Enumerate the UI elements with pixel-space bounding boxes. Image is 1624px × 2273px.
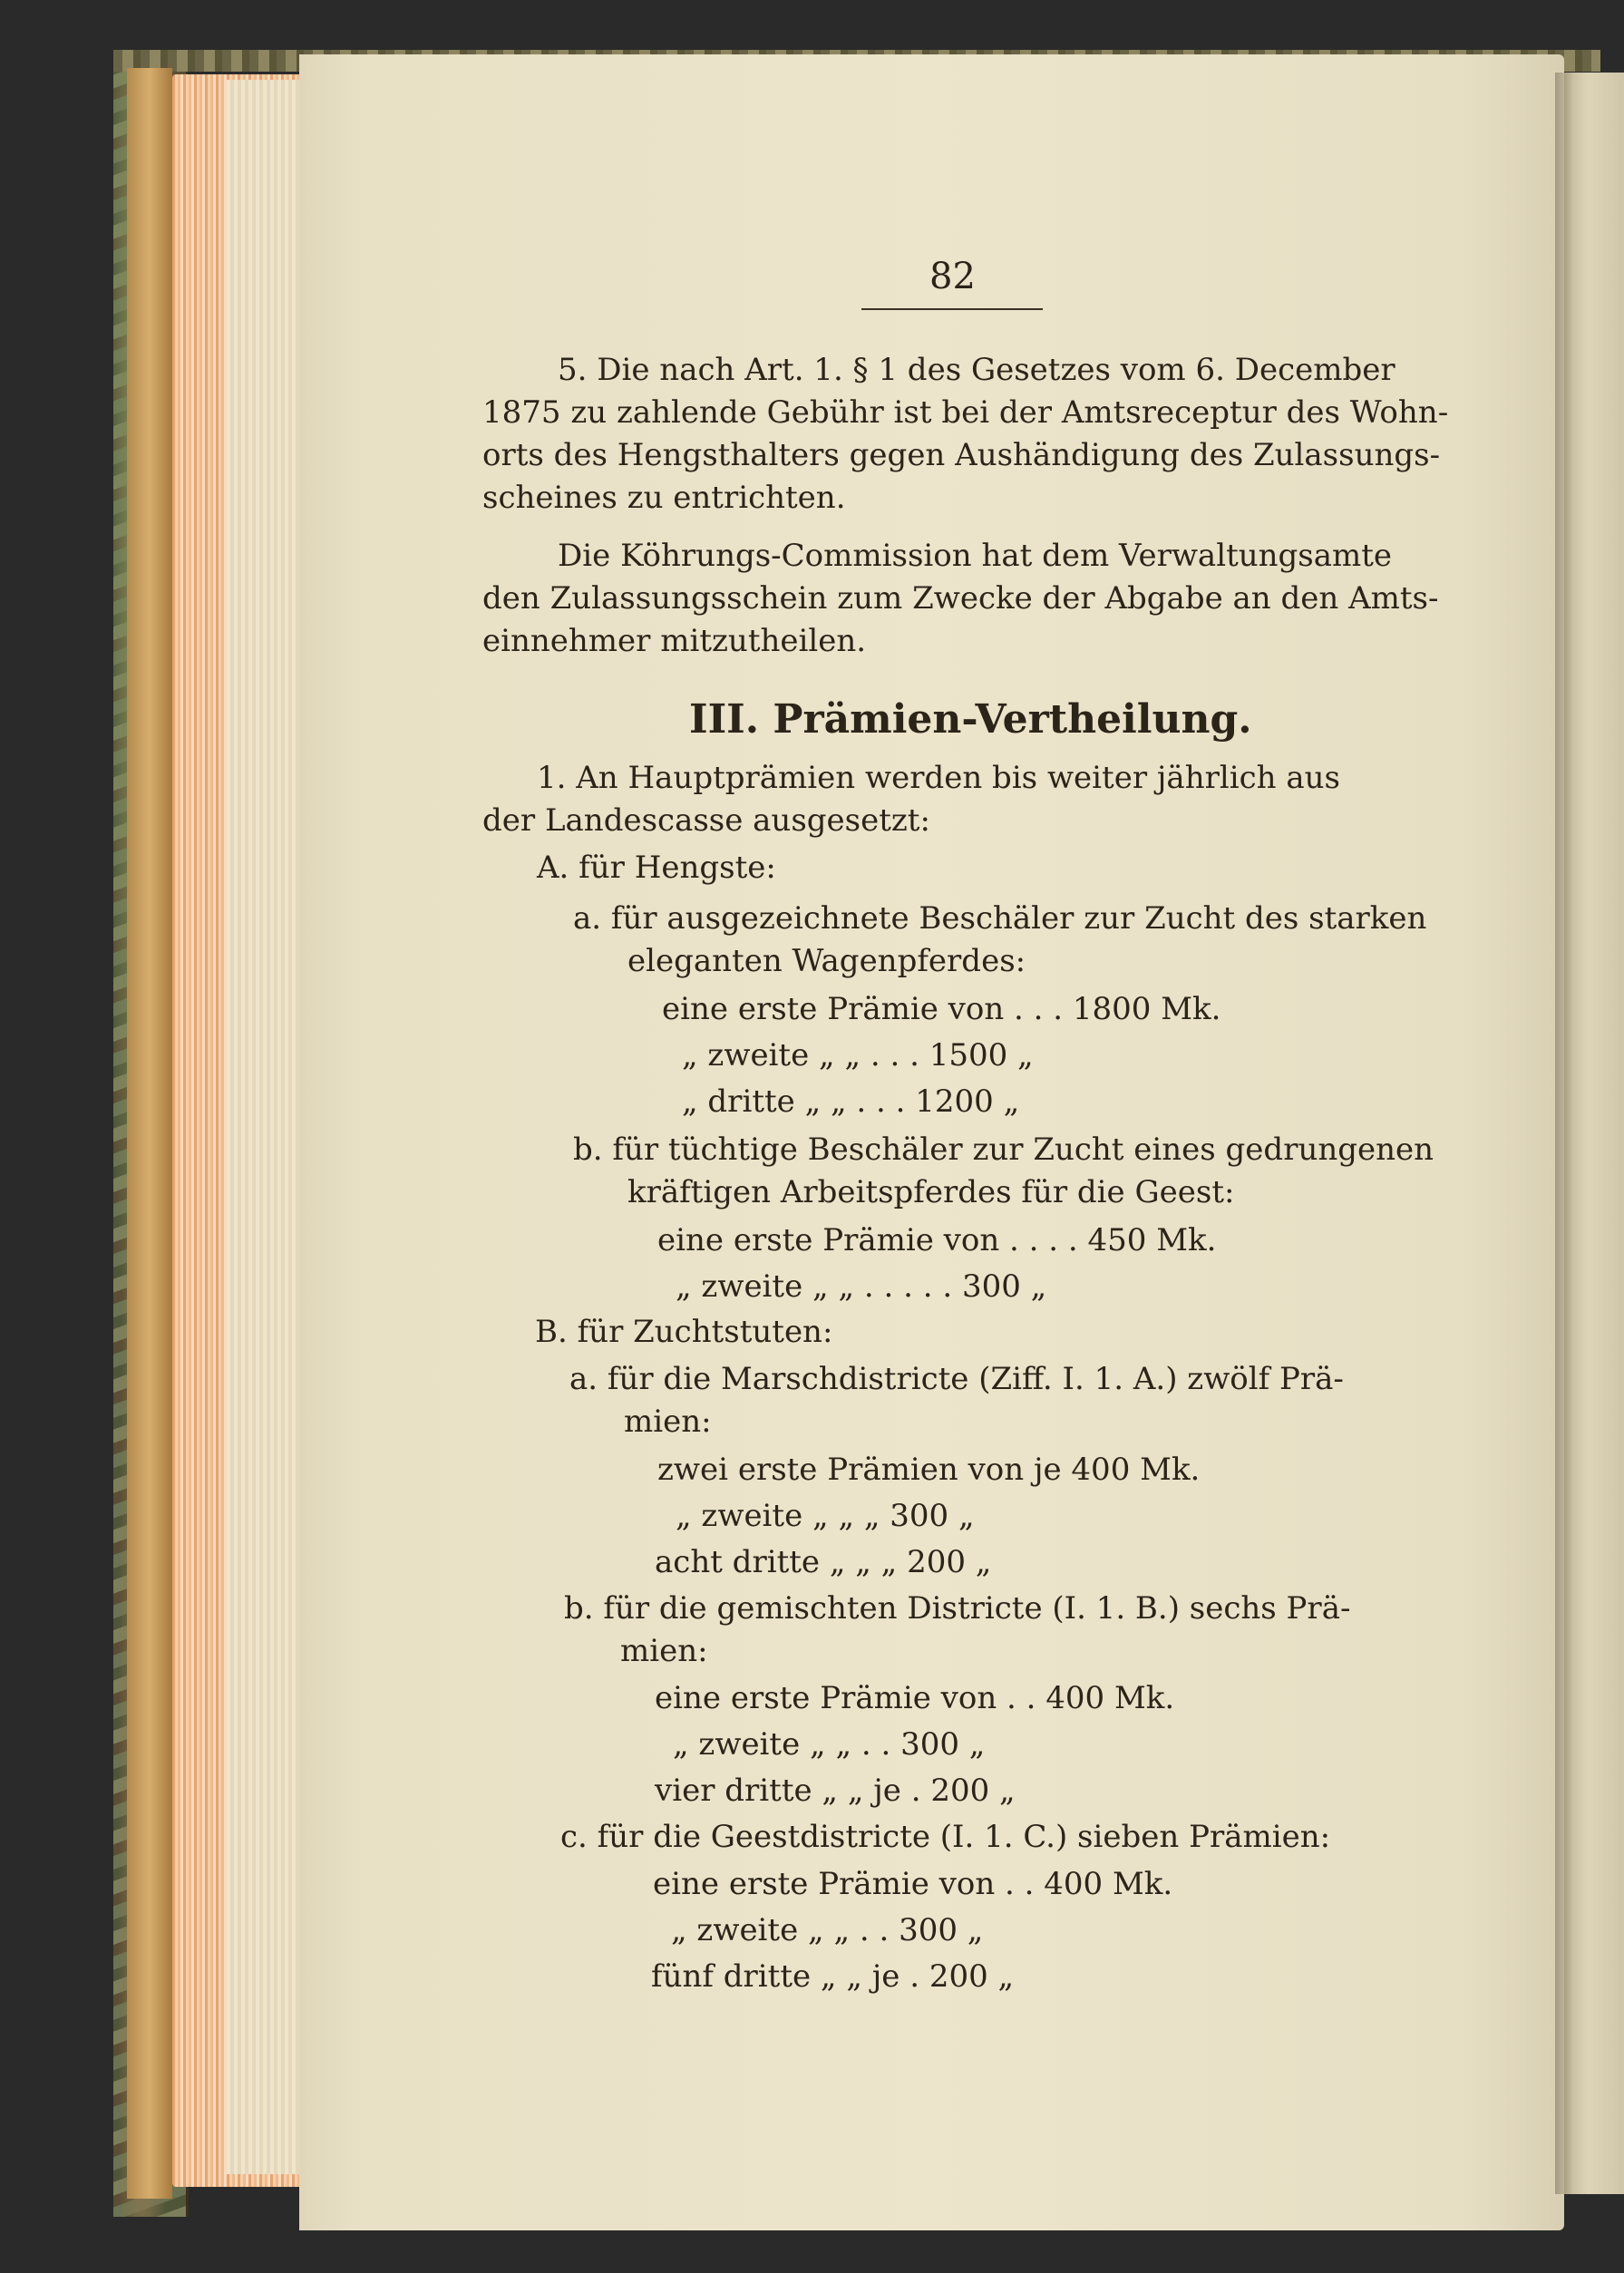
section-a-b-line1: b. für tüchtige Beschäler zur Zucht eines gedrungenen — [573, 1132, 1434, 1168]
section-b-b-prize1: eine erste Prämie von . . 400 Mk. — [655, 1680, 1175, 1716]
paragraph2-line3: einnehmer mitzutheilen. — [482, 623, 867, 659]
section-b-a-prize2: „ zweite „ „ „ 300 „ — [676, 1498, 975, 1534]
leather-spine-strip — [127, 68, 172, 2199]
section-a-a-prize1: eine erste Prämie von . . . 1800 Mk. — [662, 991, 1221, 1027]
page-edges-inner — [227, 80, 299, 2174]
section-a-a-line2: eleganten Wagenpferdes: — [627, 943, 1026, 979]
paragraph1-line2: 1875 zu zahlende Gebühr ist bei der Amtsreceptur des Wohn- — [482, 394, 1449, 431]
section-a-a-line1: a. für ausgezeichnete Beschäler zur Zucht des starken — [573, 900, 1427, 937]
intro-line1: 1. An Hauptprämien werden bis weiter jährlich aus — [537, 760, 1340, 796]
section-b-b-line1: b. für die gemischten Districte (I. 1. B.) sechs Prä- — [564, 1590, 1351, 1627]
paragraph1-line1: 5. Die nach Art. 1. § 1 des Gesetzes vom 6. December — [558, 352, 1395, 388]
section-b-c-line1: c. für die Geestdistricte (I. 1. C.) sieben Prämien: — [560, 1819, 1331, 1855]
section-b-c-prize1: eine erste Prämie von . . 400 Mk. — [653, 1866, 1173, 1902]
paragraph1-line4: scheines zu entrichten. — [482, 480, 846, 516]
section-b-a-line1: a. für die Marschdistricte (Ziff. I. 1. A.) zwölf Prä- — [569, 1361, 1344, 1397]
section-a-b-prize1: eine erste Prämie von . . . . 450 Mk. — [657, 1222, 1217, 1258]
section-b-c-prize2: „ zweite „ „ . . 300 „ — [671, 1912, 984, 1948]
section-b-b-prize3: vier dritte „ „ je . 200 „ — [655, 1773, 1016, 1809]
section-b-b-prize2: „ zweite „ „ . . 300 „ — [673, 1726, 986, 1763]
section-a-a-prize3: „ dritte „ „ . . . 1200 „ — [682, 1083, 1020, 1120]
section-a-b-line2: kräftigen Arbeitspferdes für die Geest: — [627, 1174, 1235, 1210]
page-number: 82 — [929, 256, 976, 297]
section-b-a-line2: mien: — [624, 1404, 712, 1440]
page-gutter-shadow — [1555, 73, 1573, 2194]
paragraph2-line1: Die Köhrungs-Commission hat dem Verwaltungsamte — [558, 538, 1393, 574]
section-heading: III. Prämien-Vertheilung. — [689, 696, 1252, 743]
section-a-title: A. für Hengste: — [537, 850, 776, 886]
section-b-a-prize3: acht dritte „ „ „ 200 „ — [655, 1544, 992, 1580]
page-number-rule — [861, 308, 1043, 310]
section-a-a-prize2: „ zweite „ „ . . . 1500 „ — [682, 1037, 1034, 1073]
intro-line2: der Landescasse ausgesetzt: — [482, 802, 930, 839]
section-b-c-prize3: fünf dritte „ „ je . 200 „ — [651, 1958, 1015, 1995]
section-b-title: B. für Zuchtstuten: — [535, 1314, 833, 1350]
paragraph2-line2: den Zulassungsschein zum Zwecke der Abgabe an den Amts- — [482, 580, 1439, 617]
section-b-b-line2: mien: — [620, 1633, 708, 1669]
section-a-b-prize2: „ zweite „ „ . . . . . 300 „ — [676, 1268, 1047, 1305]
paragraph1-line3: orts des Hengsthalters gegen Aushändigung des Zulassungs- — [482, 437, 1441, 473]
section-b-a-prize1: zwei erste Prämien von je 400 Mk. — [657, 1452, 1201, 1488]
